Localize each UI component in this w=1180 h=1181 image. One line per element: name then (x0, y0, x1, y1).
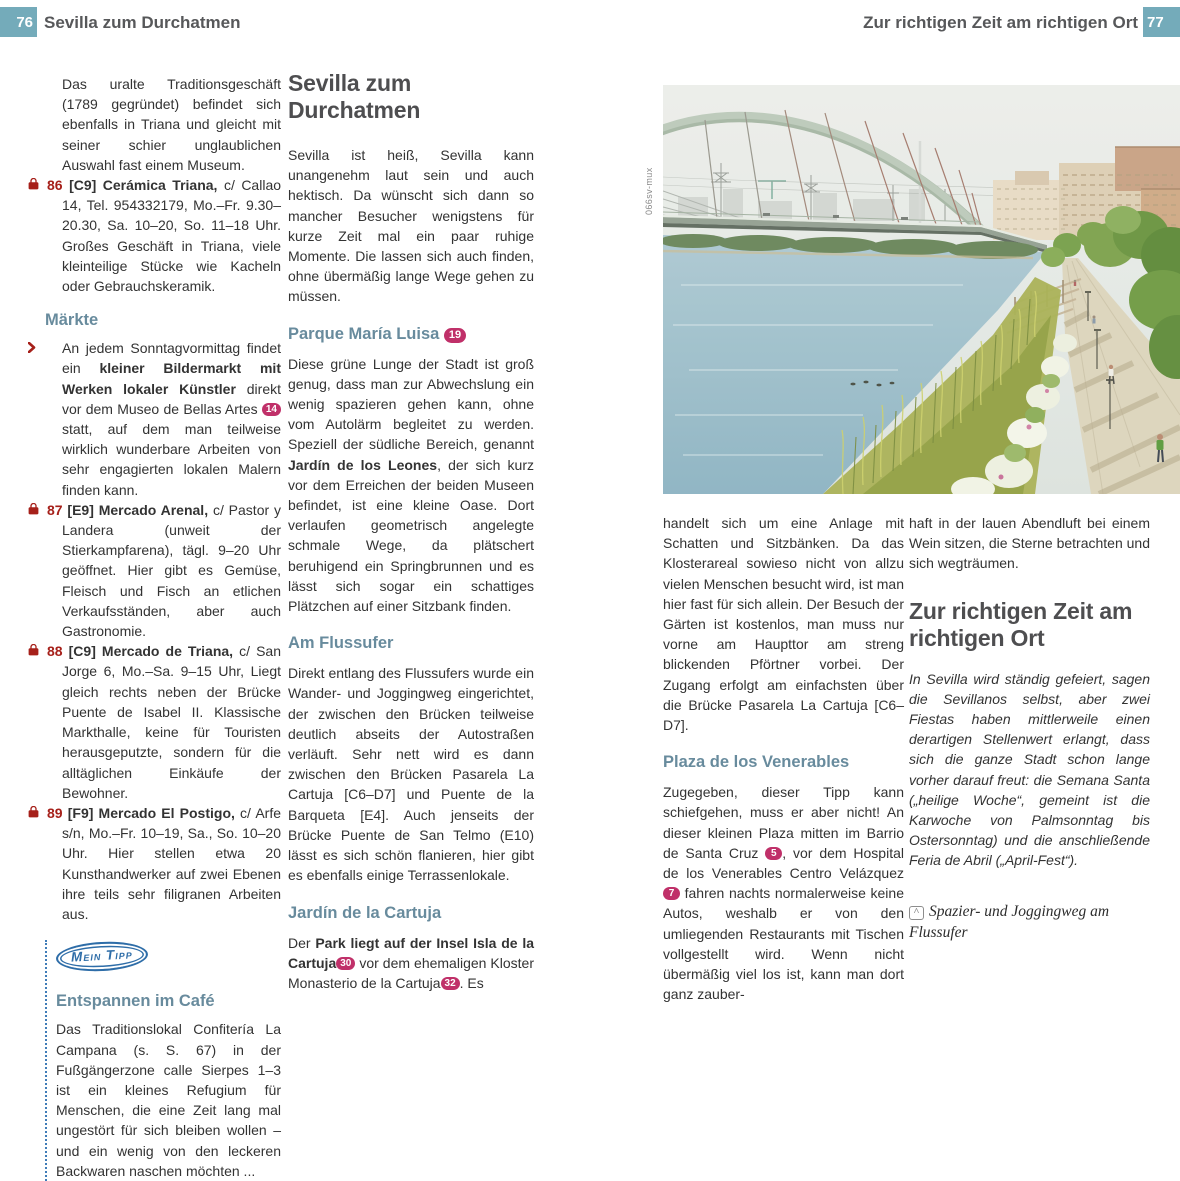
photo-above-icon: ^ (909, 906, 924, 920)
section-heading-flussufer: Am Flussufer (288, 634, 394, 653)
page-number-tab-right (1143, 7, 1180, 37)
section-text: Der Park liegt auf der Insel Isla de la Cartuja 30 vor dem ehemaligen Kloster Monasterio de la Cartuja 32 . Es (288, 934, 534, 991)
shop-number: 86 (47, 177, 63, 194)
shop-text: [C9] Mercado de Triana, c/ San Jorge 6, Mo.–Sa. 9–15 Uhr, Liegt gleich rechts neben der Brücke Puente de Isabel II. Klassische Markthalle, keine für Touristen herausgeputzte, sondern für die alltäglichen Einkäufe der Bewohner. (62, 643, 281, 801)
continuation-text: haft in der lauen Abendluft bei einem Wein sitzen, die Sterne betrachten und sich wegträumen. (909, 515, 1151, 572)
chapter-lead-italic: In Sevilla wird ständig gefeiert, sagen die Sevillanos selbst, aber zwei Fiestas haben mittlerweile einen derartigen Stellenwert erlangt, dass sich die ganze Stadt schon lange vorher darauf freut: die Semana Santa („heilige Woche“, gemeint ist die Karwoche von Palmsonntag bis Ostersonntag) und die anschließende Feria de Abril („April-Fest“). (909, 670, 1150, 869)
right-page-column-a (663, 513, 904, 1004)
shop-listing-87 (45, 500, 281, 641)
right-page-column-b (909, 513, 1150, 943)
shop-text: [C9] Cerámica Triana, c/ Callao 14, Tel. 954332179, Mo.–Fr. 9.30–20.30, Sa. 10–20, So. 11–18 Uhr. Großes Geschäft in Triana, viele kleinteilige Stücke wie Kacheln oder Gebrauchskeramik. (62, 177, 282, 295)
section-text: Direkt entlang des Flussufers wurde ein Wander- und Joggingweg eingerichtet, der zwischen den Brücken teilweise deutlich abseits der Autostraßen verläuft. Sehr nett wird es dann zwischen den Brücken Pasarela La Cartuja [C6–D7] und Puente de la Barqueta [E4]. Auch jenseits der Brücke Puente de San Telmo (E10) lässt es sich schön flanieren, hier gibt es ebenfalls einige Terrassenlokale. (288, 665, 534, 884)
running-head-right: Zur richtigen Zeit am richtigen Ort (863, 13, 1138, 32)
shop-text: [E9] Mercado Arenal, c/ Pastor y Landera (unweit der Stierkampfarena), tägl. 9–20 Uhr geöffnet. Hier gibt es Gemüse, Fleisch und Fisch an etlichen Verkaufsständen, aber auch Gastronomie. (62, 501, 281, 640)
ref-badge: 32 (441, 977, 460, 990)
intro-paragraph: Das uralte Traditionsgeschäft (1789 gegründet) befindet sich ebenfalls in Triana und gleicht mit seiner schier unglaublichen Auswahl fast einem Museum. (62, 76, 281, 173)
tip-heading: Entspannen im Café (56, 992, 215, 1011)
ref-badge: 5 (765, 847, 782, 860)
shop-number: 87 (47, 501, 63, 518)
shop-listing-89 (45, 803, 281, 924)
chevron-bullet-icon (45, 338, 60, 358)
ref-badge: 14 (262, 403, 281, 416)
ref-badge: 30 (336, 957, 355, 970)
tip-box (45, 940, 281, 1181)
section-text: Zugegeben, dieser Tipp kann schiefgehen, muss er aber nicht! An dieser kleinen Plaza mitten im Barrio de Santa Cruz 5 , vor dem Hospital de los Venerables Centro Velázquez 7 fahren nachts normalerweise keine Autos, weshalb er von den umliegenden Restaurants mit Tischen vollgestellt wird. Wenn nicht übermäßig viel los ist, kann man dort ganz zauber- (663, 784, 904, 1003)
shop-number: 88 (47, 643, 63, 660)
shop-listing-86 (45, 175, 281, 296)
section-heading-parque: Parque María Luisa 19 (288, 324, 534, 344)
left-column (45, 74, 281, 1181)
page-number: 76 (16, 13, 33, 31)
chapter-title-2: Zur richtigen Zeit am richtigen Ort (909, 597, 1133, 651)
market-bullet-item (45, 338, 281, 500)
section-heading-cartuja: Jardín de la Cartuja (288, 903, 442, 922)
section-heading-venerables: Plaza de los Venerables (663, 753, 850, 772)
running-head-left: Sevilla zum Durchatmen (44, 13, 241, 32)
shop-text: [F9] Mercado El Postigo, c/ Arfe s/n, Mo.–Fr. 10–19, Sa., So. 10–20 Uhr. Hier stellen etwa 20 Kunsthandwerker auf zwei Ebenen ihre teils sehr filigranen Arbeiten aus. (62, 804, 281, 922)
section-heading-maerkte: Märkte (45, 311, 99, 330)
bullet-text: An jedem Sonntagvormittag findet ein kleiner Bildermarkt mit Werken lokaler Künstler direkt vor dem Museo de Bellas Artes 14 statt, auf dem man teilweise wirklich wunderbare Arbeiten von sehr engagierten lokalen Malern finden kann. (62, 340, 281, 498)
mein-tipp-badge: Mein Tipp (55, 940, 148, 974)
tip-text: Das Traditionslokal Confitería La Campana (s. S. 67) in der Fußgängerzone calle Sierpes 1–3 ist ein kleines Refugium für Menschen, die eine Zeit lang mal ungestört für sich bleiben wollen – und ein wenig von den leckeren Backwaren naschen möchten ... (56, 1021, 281, 1179)
shop-listing-88 (45, 641, 281, 803)
ref-badge: 19 (444, 328, 466, 343)
chapter-title: Sevilla zum Durchatmen (288, 70, 421, 123)
page-number-tab-left (0, 7, 37, 37)
ref-badge: 7 (663, 887, 680, 900)
chapter-lead: Sevilla ist heiß, Sevilla kann unangenehm laut sein und auch hektisch. Da wünscht sich dann so mancher Besucher wenigstens für kurze Zeit mal ein paar ruhige Momente. Die lassen sich auch finden, ohne übermäßig lange Wege gehen zu müssen. (288, 147, 534, 305)
continuation-text: handelt sich um eine Anlage mit Schatten und Sitzbänken. Da das Klosterareal sowieso nicht von allzu vielen Menschen besucht wird, ist man hier fast für sich allein. Der Besuch der Gärten ist kostenlos, man muss nur vorne am Haupttor am streng blickenden Pförtner vorbei. Der Zugang erfolgt am einfachsten über die Brücke Pasarela La Cartuja [C6–D7]. (663, 515, 904, 734)
page-number: 77 (1147, 13, 1164, 31)
shop-number: 89 (47, 804, 63, 821)
photo-caption: ^ Spazier- und Joggingweg am Flussufer (909, 902, 1110, 941)
photo-illustration (663, 85, 1180, 494)
riverside-promenade-photo (663, 85, 1180, 494)
middle-column (288, 70, 534, 993)
photo-credit: 066sv-mux (644, 167, 654, 215)
section-text: Diese grüne Lunge der Stadt ist groß genug, dass man zur Abwechslung ein wenig spazieren gehen kann, ohne vom Autolärm begleitet zu werden. Speziell der südliche Bereich, genannt Jardín de los Leones, der sich kurz vor dem Erreichen der beiden Museen befindet, ist eine kleine Oase. Dort verlaufen geometrisch angelegte schmale Wege, da plätschert beruhigend ein Springbrunnen und es lässt sich sogar ein schattiges Plätzchen auf einer Sitzbank finden. (288, 355, 534, 615)
